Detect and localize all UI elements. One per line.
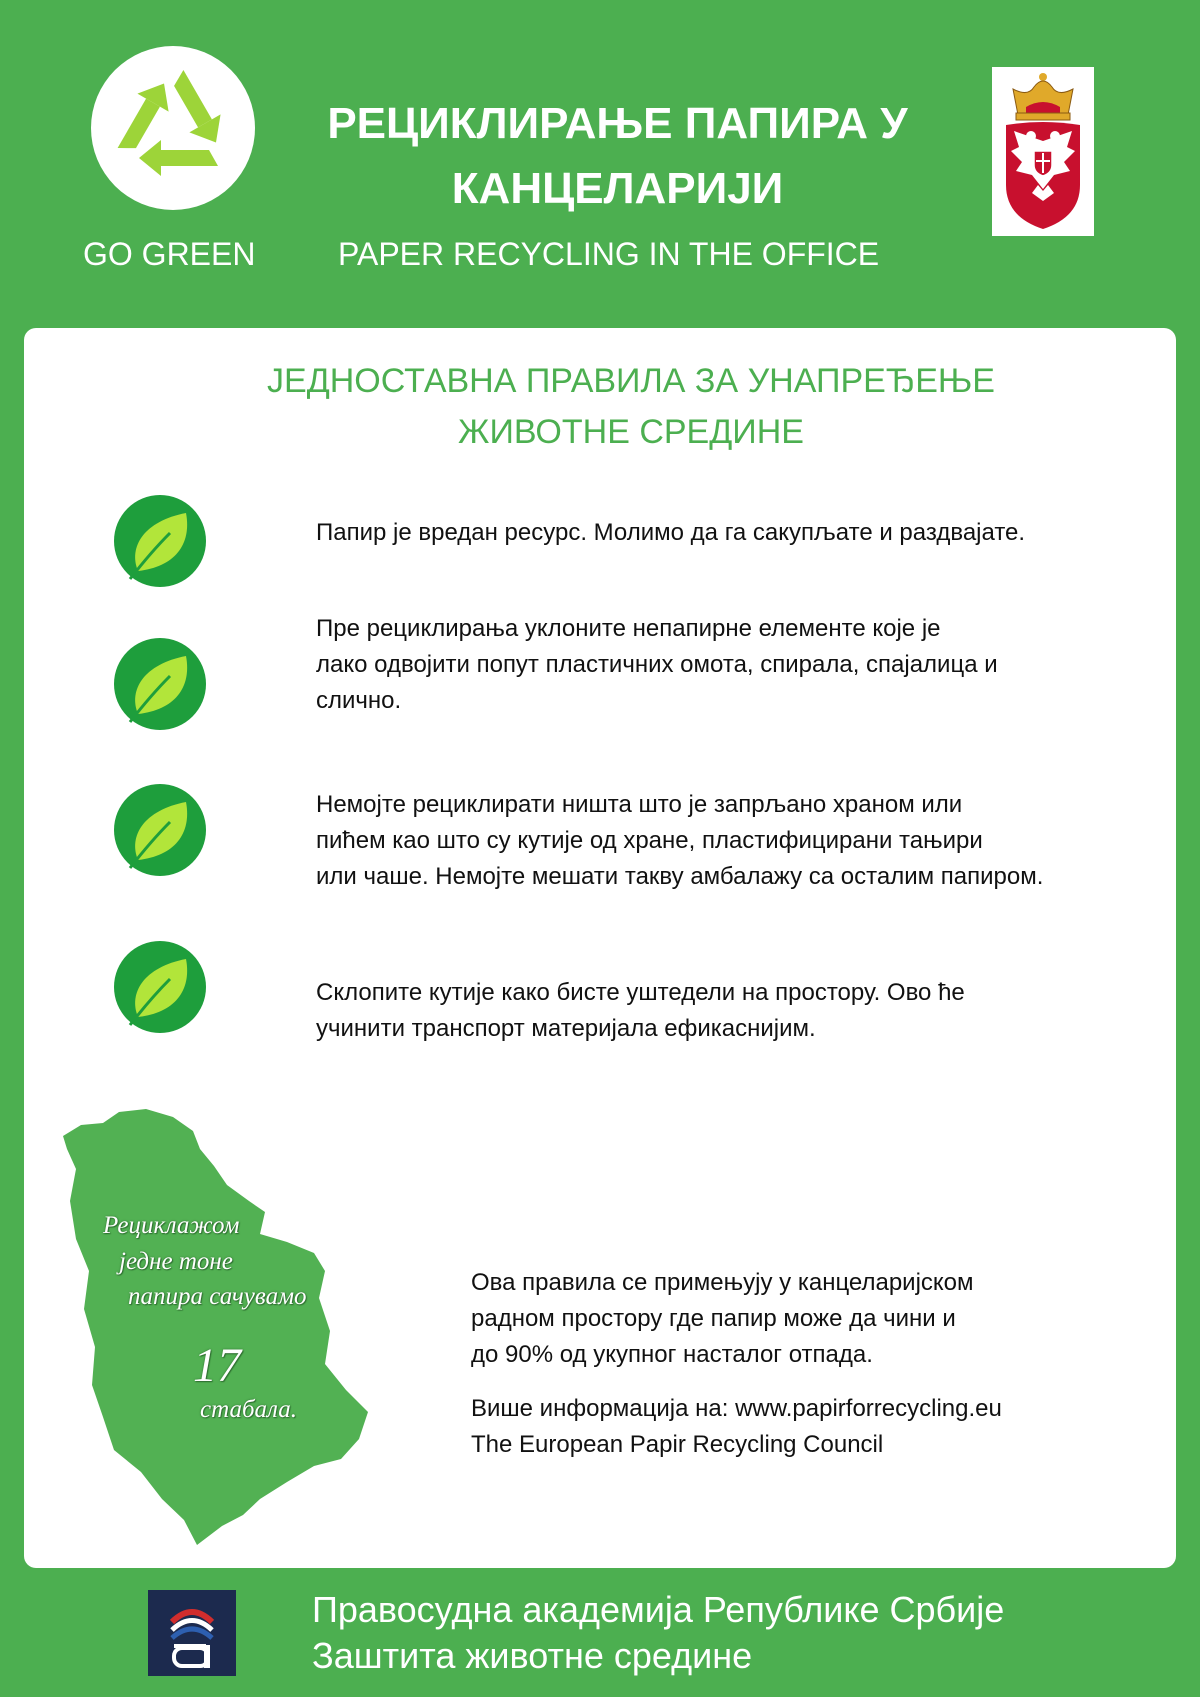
leaf-icon	[114, 784, 206, 876]
footer-department: Заштита животне средине	[312, 1635, 753, 1676]
recycle-logo-circle	[91, 46, 255, 210]
rules-heading-line-1: ЈЕДНОСТАВНА ПРАВИЛА ЗА УНАПРЕЂЕЊЕ	[267, 362, 995, 400]
trees-count: 17	[193, 1339, 241, 1392]
info-line: до 90% од укупног насталог отпада.	[471, 1341, 873, 1368]
serbia-coat-of-arms-icon	[992, 67, 1094, 236]
judicial-academy-logo-icon	[148, 1590, 236, 1676]
list-item-line: учинити транспорт материјала ефикаснијим.	[316, 1015, 816, 1042]
recycle-icon	[91, 46, 255, 210]
list-item-line: Папир је вредан ресурс. Молимо да га сакупљате и раздвајате.	[316, 519, 1026, 546]
list-item	[316, 611, 998, 719]
map-text-line-3: папира сачувамо	[128, 1283, 307, 1310]
leaf-icon	[114, 495, 206, 587]
leaf-icon	[114, 941, 206, 1033]
title-line-1: РЕЦИКЛИРАЊЕ ПАПИРА У	[327, 99, 908, 148]
footer-institution: Правосудна академија Републике Србије	[312, 1589, 1005, 1630]
list-item-line: слично.	[316, 687, 402, 714]
more-info-line: Више информација на: www.papirforrecycling.eu	[471, 1395, 1002, 1422]
go-green-label: GO GREEN	[83, 236, 256, 272]
list-item	[316, 787, 1043, 895]
rules-heading-line-2: ЖИВОТНЕ СРЕДИНЕ	[458, 413, 804, 451]
list-item-line: Немојте рециклирати ништа што је запрљано храном или	[316, 791, 963, 818]
info-source	[471, 1391, 1002, 1463]
list-item-line: или чаше. Немојте мешати такву амбалажу са осталим папиром.	[316, 863, 1044, 890]
title-line-2: КАНЦЕЛАРИЈИ	[451, 164, 784, 213]
info-line: Ова правила се примењују у канцеларијском	[471, 1269, 974, 1296]
page-title	[290, 91, 945, 221]
serbia-map-shape	[63, 1109, 368, 1545]
council-line: The European Papir Recycling Council	[471, 1431, 884, 1458]
english-subtitle: PAPER RECYCLING IN THE OFFICE	[338, 236, 880, 272]
map-text-line-2: једне тоне	[119, 1248, 233, 1275]
list-item	[316, 975, 965, 1047]
list-item-line: Склопите кутије како бисте уштедели на простору. Ово ће	[316, 979, 965, 1006]
map-text-line-1: Рециклажом	[103, 1212, 240, 1239]
info-line: радном простору где папир може да чини и	[471, 1305, 956, 1332]
list-item-line: лако одвојити попут пластичних омота, спирала, спајалица и	[316, 651, 998, 678]
list-item-line: Пре рециклирања уклоните непапирне елементе које је	[316, 615, 941, 642]
list-item	[316, 515, 1025, 551]
list-item-line: пићем као што су кутије од хране, пластифицирани тањири	[316, 827, 983, 854]
info-paragraph	[471, 1265, 974, 1373]
map-text-line-4: стабала.	[200, 1396, 297, 1423]
leaf-icon	[114, 638, 206, 730]
footer-text	[312, 1587, 1004, 1679]
serbia-map-icon	[55, 1100, 385, 1560]
rules-heading	[231, 356, 1031, 458]
